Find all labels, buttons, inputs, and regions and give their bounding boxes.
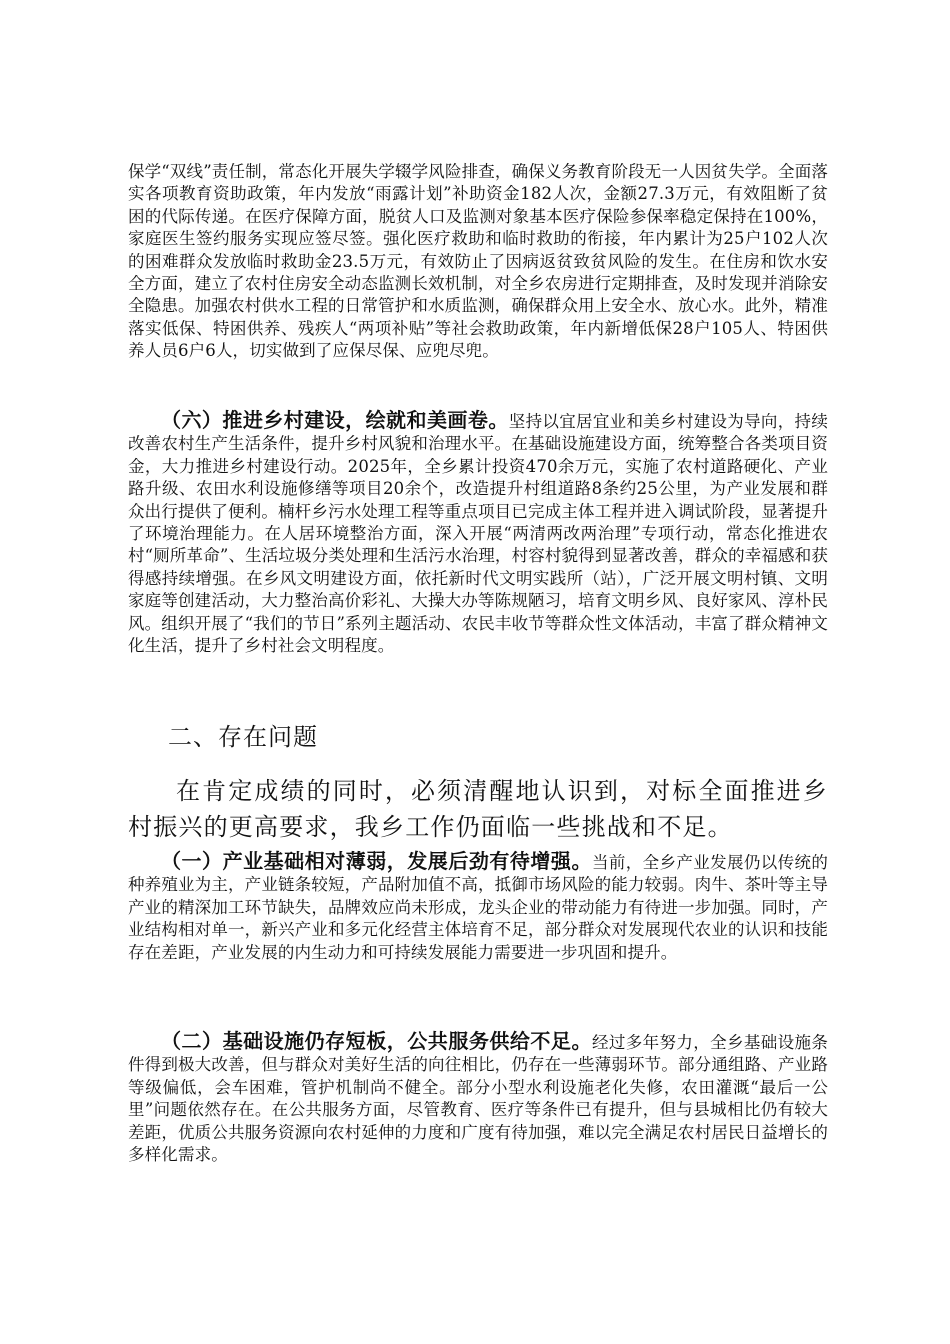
- section-2-title: 二、存在问题: [168, 723, 318, 751]
- section-2-intro: 在肯定成绩的同时，必须清醒地认识到，对标全面推进乡村振兴的更高要求，我乡工作仍面临一些挑战和不足。: [128, 777, 828, 841]
- document-page: [128, 0, 828, 1344]
- issue-2-body: 经过多年努力，全乡基础设施条件得到极大改善，但与群众对美好生活的向往相比，仍存在一些薄弱环节。部分通组路、产业路等级偏低，会车困难，管护机制尚不健全。部分小型水利设施老化失修，农田灌溉“最后一公里”问题依然存在。在公共服务方面，尽管教育、医疗等条件已有提升，但与县城相比仍有较大差距，优质公共服务资源向农村延伸的力度和广度有待加强，难以完全满足农村居民日益增长的多样化需求。: [128, 1033, 828, 1165]
- paragraph-issue-1: [128, 850, 828, 964]
- item-6-body: 坚持以宜居宜业和美乡村建设为导向，持续改善农村生产生活条件，提升乡村风貌和治理水平。在基础设施建设方面，统筹整合各类项目资金，大力推进乡村建设行动。2025年，全乡累计投资470余万元，实施了农村道路硬化、产业路升级、农田水利设施修缮等项目20余个，改造提升村组道路8条约25公里，为产业发展和群众出行提供了便利。楠杆乡污水处理工程等重点项目已完成主体工程并进入调试阶段，显著提升了环境治理能力。在人居环境整治方面，深入开展“两清两改两治理”专项行动，常态化推进农村“厕所革命”、生活垃圾分类处理和生活污水治理，村容村貌得到显著改善，群众的幸福感和获得感持续增强。在乡风文明建设方面，依托新时代文明实践所（站），广泛开展文明村镇、文明家庭等创建活动，大力整治高价彩礼、大操大办等陈规陋习，培育文明乡风、良好家风、淳朴民风。组织开展了“我们的节日”系列主题活动、农民丰收节等群众性文体活动，丰富了群众精神文化生活，提升了乡村社会文明程度。: [128, 412, 828, 656]
- paragraph-continuation: 保学“双线”责任制，常态化开展失学辍学风险排查，确保义务教育阶段无一人因贫失学。全面落实各项教育资助政策，年内发放“雨露计划”补助资金182人次，金额27.3万元，有效阻断了贫困的代际传递。在医疗保障方面，脱贫人口及监测对象基本医疗保险参保率稳定保持在100%，家庭医生签约服务实现应签尽签。强化医疗救助和临时救助的衔接，年内累计为25户102人次的困难群众发放临时救助金23.5万元，有效防止了因病返贫致贫风险的发生。在住房和饮水安全方面，建立了农村住房安全动态监测长效机制，对全乡农房进行定期排查，及时发现并消除安全隐患。加强农村供水工程的日常管护和水质监测，确保群众用上安全水、放心水。此外，精准落实低保、特困供养、残疾人“两项补贴”等社会救助政策，年内新增低保28户105人、特困供养人员6户6人，切实做到了应保尽保、应兜尽兜。: [128, 162, 828, 361]
- paragraph-issue-2: [128, 1030, 828, 1166]
- issue-1-body: 当前，全乡产业发展仍以传统的种养殖业为主，产业链条较短，产品附加值不高，抵御市场风险的能力较弱。肉牛、茶叶等主导产业的精深加工环节缺失，品牌效应尚未形成，龙头企业的带动能力有待进一步加强。同时，产业结构相对单一，新兴产业和多元化经营主体培育不足，部分群众对发展现代农业的认识和技能存在差距，产业发展的内生动力和可持续发展能力需要进一步巩固和提升。: [128, 853, 828, 962]
- item-6-heading: （六）推进乡村建设，绘就和美画卷。: [161, 408, 509, 432]
- issue-2-heading: （二）基础设施仍存短板，公共服务供给不足。: [161, 1029, 592, 1053]
- issue-1-heading: （一）产业基础相对薄弱，发展后劲有待增强。: [161, 849, 592, 873]
- paragraph-item-6: [128, 409, 828, 657]
